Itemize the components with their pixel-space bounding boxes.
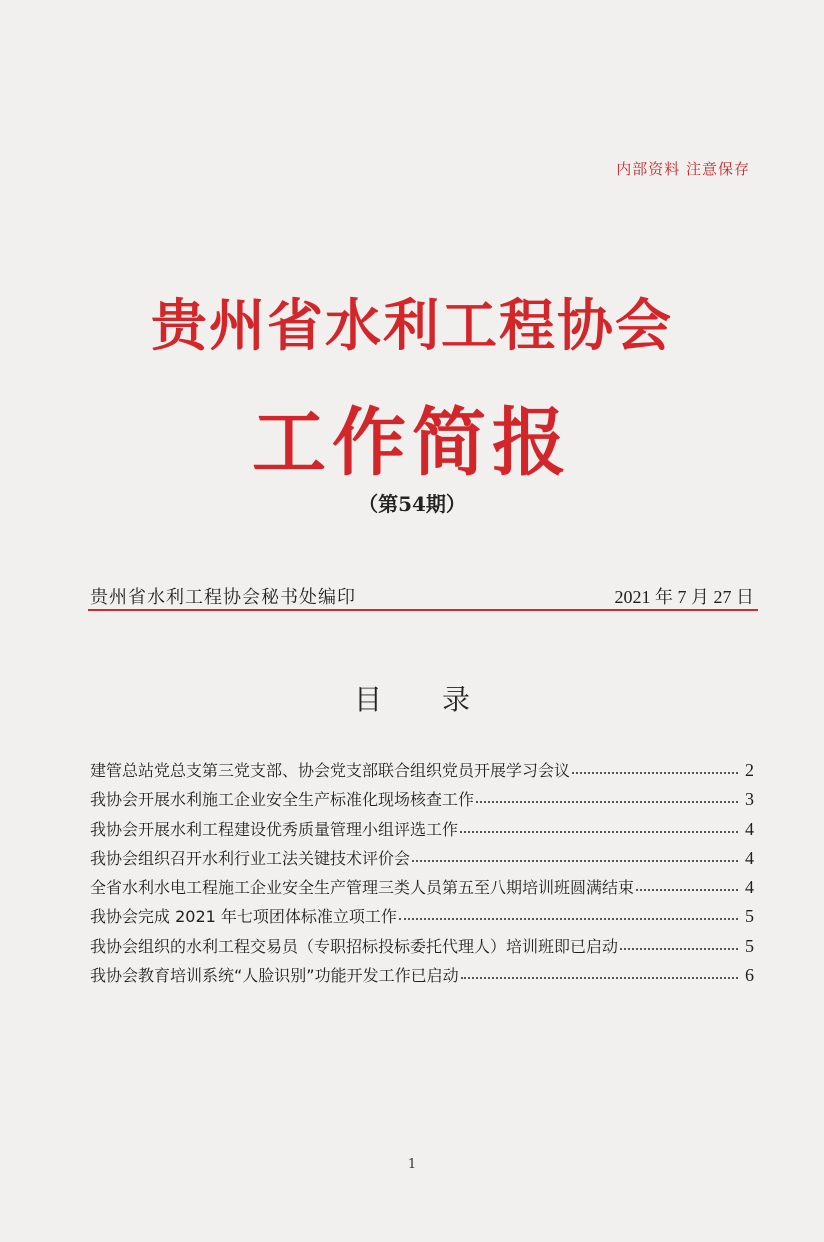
dot-leader	[620, 941, 738, 950]
dot-leader	[572, 765, 738, 774]
toc-entry-page: 6	[745, 965, 754, 986]
bulletin-title: 工作简报	[252, 400, 572, 486]
toc-entry-title: 我协会组织的水利工程交易员（专职招标投标委托代理人）培训班即已启动	[90, 936, 619, 956]
toc-entry-title: 建管总站党总支第三党支部、协会党支部联合组织党员开展学习会议	[90, 761, 571, 780]
toc-entry-title: 我协会开展水利工程建设优秀质量管理小组评选工作	[90, 819, 459, 839]
toc-entry-page: 4	[745, 818, 754, 839]
toc-entry-page: 5	[745, 935, 754, 956]
toc-entry[interactable]	[90, 756, 754, 785]
toc-entry-page: 4	[745, 877, 754, 898]
toc-entry-title: 我协会完成 2021 年七项团体标准立项工作	[90, 907, 397, 927]
organization-title: 贵州省水利工程协会	[151, 294, 673, 359]
dot-leader	[412, 853, 738, 862]
dot-leader	[636, 882, 738, 891]
toc-entry-title: 我协会组织召开水利行业工法关键技术评价会	[90, 848, 411, 868]
dot-leader	[460, 824, 738, 833]
toc-entry-page: 4	[745, 847, 754, 868]
dot-leader	[399, 911, 738, 920]
toc-entry-page: 2	[745, 760, 754, 780]
toc-entry-title: 全省水利水电工程施工企业安全生产管理三类人员第五至八期培训班圆满结束	[90, 878, 635, 898]
publication-info	[90, 583, 754, 609]
publisher: 贵州省水利工程协会秘书处编印	[90, 587, 356, 608]
toc-entry-title: 我协会开展水利施工企业安全生产标准化现场核查工作	[90, 790, 475, 810]
dot-leader	[476, 794, 738, 803]
toc-entry[interactable]	[90, 785, 754, 814]
toc-heading: 目录	[353, 683, 530, 716]
confidentiality-notice: 内部资料 注意保存	[616, 160, 750, 178]
issue-number: （第54期）	[358, 492, 466, 516]
page-number: 1	[407, 1157, 417, 1172]
toc-entry-title: 我协会教育培训系统“人脸识别”功能开发工作已启动	[90, 966, 459, 986]
toc-entry[interactable]	[90, 844, 754, 873]
table-of-contents	[90, 756, 754, 990]
toc-entry[interactable]	[90, 873, 754, 902]
toc-entry-page: 3	[745, 789, 754, 810]
toc-entry[interactable]	[90, 961, 754, 990]
toc-entry[interactable]	[90, 932, 754, 961]
red-divider	[88, 609, 758, 611]
toc-entry[interactable]	[90, 815, 754, 844]
dot-leader	[461, 970, 738, 979]
publish-date: 2021 年 7 月 27 日	[614, 587, 754, 607]
toc-entry-page: 5	[745, 906, 754, 927]
toc-entry[interactable]	[90, 902, 754, 931]
